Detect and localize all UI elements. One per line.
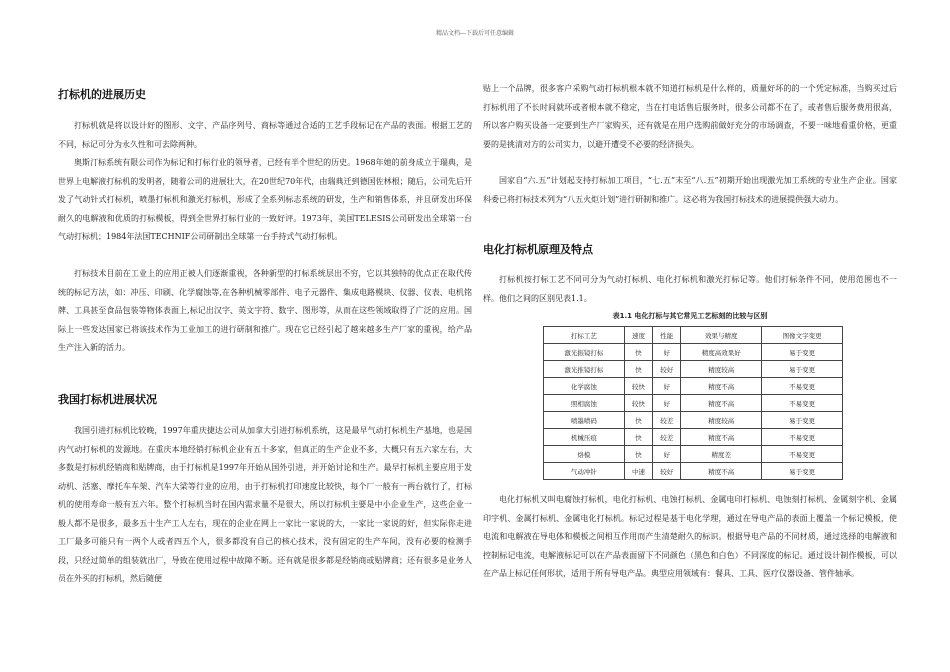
table-cell: 好 xyxy=(653,378,681,395)
table-cell: 精度不高 xyxy=(681,429,762,446)
table-cell: 快 xyxy=(624,344,652,361)
table-cell: 不易变更 xyxy=(762,446,843,463)
table-row xyxy=(544,463,843,480)
table-cell: 较差 xyxy=(653,429,681,446)
section-heading-principle: 电化打标机原理及特点 xyxy=(483,243,593,256)
table-row xyxy=(544,344,843,361)
table-cell: 精度较高 xyxy=(681,412,762,429)
table-cell: 快 xyxy=(624,412,652,429)
table-cell: 好 xyxy=(653,395,681,412)
table-body xyxy=(544,344,843,480)
paragraph-austin-company: 奥斯汀标系统有限公司作为标记和打标行业的领导者，已经有半个世纪的历史。1968年她的前身成立于瑞典，是世界上电解液打标机的发明者，随着公司的进展壮大，在20世纪70年代，由瑞典迁到德国佐林根；随后，公司先后开发了气动针式打标机，喷墨打标机和激光打标机，形成了全系列标志系统的研发，生产和销售体系，并且研发出环保耐久的电解液和优质的打标模板，得到全世界打标行业的一致好评。1973年，美国TELESIS公司研发出全球第一台气动打标机；1984年法国TECHNIF公司研制出全球第一台手持式气动打标机。 xyxy=(58,158,472,241)
table-cell: 喷墨喷码 xyxy=(544,412,625,429)
table-cell: 易于变更 xyxy=(762,361,843,378)
table-row xyxy=(544,378,843,395)
table-header-row xyxy=(544,327,843,344)
paragraph-china-status-continued: 贴上一个品牌，很多客户采购气动打标机根本就不知道打标机是什么样的，质量好坏的的一个凭定标准，当购买过后打标机用了不长时间就坏或者根本就不稳定，当在打电话售后服务时，很多公司都不在了，或者售后服务费用很高，所以客户购买设备一定要到生产厂家购买，还有就是在用户选购前做好充分的市场调查，不要一味地看重价格，更重要的是挑清对方的公司实力，以避开遭受不必要的经济损失。 xyxy=(483,84,897,149)
table-cell: 快 xyxy=(624,446,652,463)
table-cell: 较差 xyxy=(653,412,681,429)
table-row xyxy=(544,395,843,412)
table-header-cell: 效果与精度 xyxy=(681,327,762,344)
table-cell: 不易变更 xyxy=(762,429,843,446)
table-row xyxy=(544,446,843,463)
table-cell: 较快 xyxy=(624,378,652,395)
table-caption: 表1.1 电化打标与其它常见工艺标刻的比较与区别 xyxy=(612,312,768,320)
paragraph-electrochemical-marking: 电化打标机又叫电腐蚀打标机，电化打标机、电蚀打标机、金属电印打标机、电蚀刻打标机、金属刻字机、金属印字机、金属打标机、金属电化打标机。标记过程是基于电化学理，通过在导电产品的表面上覆盖一个标记模板，使电流和电解液在导电体和模板之间相互作用而产生清楚耐久的标识。根据导电产品的不同材质，通过选择的电解液和控制标记电流，电解液标记可以在产品表面留下不同颜色（黑色和白色）不同深度的标记。通过设计制作模板，可以在产品上标记任何形状，适用于所有导电产品。典型应用领域有：餐具、工具、医疗仪器设备、管件轴承。 xyxy=(483,495,897,578)
table-cell: 精度不高 xyxy=(681,395,762,412)
paragraph-national-plan: 国家自“六.五”计划起支持打标加工项目，“七.五”末至“八.五”初期开始出现激光加工系统的专业生产企业。国家科委已将打标技术列为“八五火炬计划”进行研制和推广。这必将为我国打标技术的进展提供强大动力。 xyxy=(483,176,897,204)
header-note: 精品文档---下载后可任意编辑 xyxy=(435,30,515,37)
table-cell: 较快 xyxy=(624,395,652,412)
table-cell: 精度差 xyxy=(681,446,762,463)
table-cell: 激光推镜打标 xyxy=(544,361,625,378)
table-cell: 较好 xyxy=(653,361,681,378)
table-cell: 好 xyxy=(653,344,681,361)
comparison-table xyxy=(543,326,843,480)
table-cell: 快 xyxy=(624,361,652,378)
section-heading-history: 打标机的进展历史 xyxy=(58,88,146,101)
table-cell: 快 xyxy=(624,429,652,446)
table-cell: 不易变更 xyxy=(762,395,843,412)
paragraph-marking-technology: 打标技术目前在工业上的应用正被人们逐渐重视，各种新型的打标系统层出不穷，它以其独特的优点正在取代传统的标记方法，如：冲压、印刷、化学腐蚀等,在各种机械零部件、电子元器件、集成电路模块、仪器、仪表、电机铭牌、工具甚至食品包装等物体表面上,标记出汉字、英文字符、数字、图形等，从而在这些领域取得了广泛的应用。国际上一些发达国家已将该技术作为工业加工的进行研制和推广。现在它已经引起了越来越多生产厂家的重视，给产品生产注入新的活力。 xyxy=(58,269,472,352)
table-cell: 化学腐蚀 xyxy=(544,378,625,395)
table-cell: 精度不高 xyxy=(681,463,762,480)
table-cell: 易于变更 xyxy=(762,412,843,429)
table-cell: 精度高效果好 xyxy=(681,344,762,361)
table-cell: 烙模 xyxy=(544,446,625,463)
table-header-cell: 图像文字变更 xyxy=(762,327,843,344)
table-cell: 精度不高 xyxy=(681,378,762,395)
table-cell: 气动冲针 xyxy=(544,463,625,480)
paragraph-marking-definition: 打标机就是将以设计好的图形、文字、产品序列号、商标等通过合适的工艺手段标记在产品的表面。根据工艺的不同，标记可分为永久性和可去除两种。 xyxy=(58,121,472,149)
table-header-cell: 打标工艺 xyxy=(544,327,625,344)
table-cell: 照相腐蚀 xyxy=(544,395,625,412)
table-cell: 易于变更 xyxy=(762,344,843,361)
paragraph-marking-types: 打标机按打标工艺不同可分为气动打标机、电化打标机和激光打标记等。他们打标条件不同，使用范围也不一样。他们之间的区别见表1.1。 xyxy=(483,275,897,303)
section-heading-china: 我国打标机进展状况 xyxy=(58,393,157,406)
table-cell: 精度较高 xyxy=(681,361,762,378)
paragraph-china-status: 我国引进打标机比较晚，1997年重庆捷达公司从加拿大引进打标机系统，这是最早气动打标机生产基地，也是国内气动打标机的发源地。在重庆本地经销打标机企业有五十多家，但真正的生产企业不多，大概只有五六家左右，大多数是打标机经销商和贴牌商，由于打标机是1997年开始从国外引进，并开始讨论和生产。最早打标机主要应用于发动机、活塞、摩托车车架、汽车大梁等行业的应用，由于打标机打印速度比较快，每个厂一般有一两台就行了，打标机的使用寿命一般有五六年。整个打标机当时在国内需求量不是很大，所以打标机主要是中小企业生产，这些企业一般人都不是很多，最多五十生产工人左右，现在的企业在网上一家比一家说的大，一家比一家说的好，但实际你走进工厂最多可能只有一两个人或者四五个人，很多都没有自己的核心技术，没有固定的生产车间，没有必要的检测手段，只经过简单的组装就出厂，导致在使用过程中故障不断。还有就是很多都是经销商或贴牌商；还有很多是业务人员在外买的打标机，然后随便 xyxy=(58,426,472,583)
table-header-cell: 速度 xyxy=(624,327,652,344)
table-cell: 中速 xyxy=(624,463,652,480)
table-row xyxy=(544,429,843,446)
table-cell: 机械压痕 xyxy=(544,429,625,446)
table-cell: 不易变更 xyxy=(762,378,843,395)
table-cell: 好 xyxy=(653,446,681,463)
table-header-cell: 性能 xyxy=(653,327,681,344)
table-row xyxy=(544,412,843,429)
table-cell: 较好 xyxy=(653,463,681,480)
table-cell: 易于变更 xyxy=(762,463,843,480)
table-row xyxy=(544,361,843,378)
table-cell: 激光振镜打标 xyxy=(544,344,625,361)
